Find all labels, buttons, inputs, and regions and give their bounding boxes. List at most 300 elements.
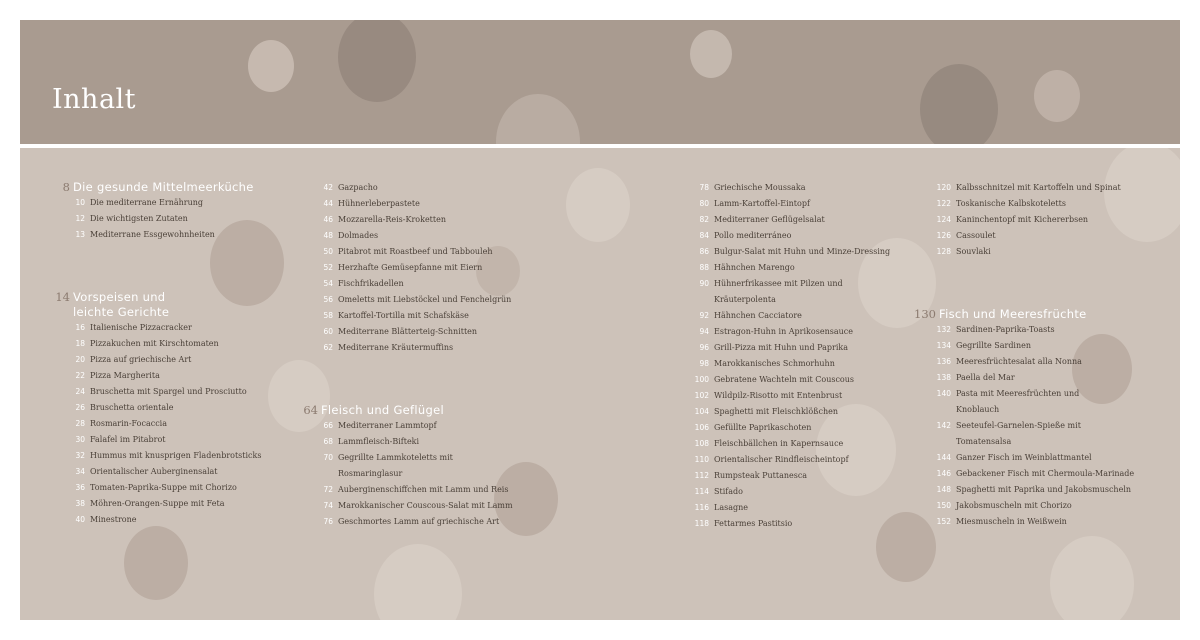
entry-title [90, 211, 188, 227]
entry-page-number: 104 [694, 407, 709, 416]
entry-title-line: Rosmarin-Focaccia [90, 419, 168, 428]
entry-title [956, 228, 996, 244]
entry-page-number: 40 [75, 515, 85, 524]
entry-title [90, 480, 237, 496]
entry-page-number: 26 [75, 403, 85, 412]
entry-title-line: Falafel im Pitabrot [90, 435, 166, 444]
entry-title [90, 227, 215, 243]
toc-entry[interactable] [268, 482, 568, 498]
toc-entry[interactable] [644, 196, 924, 212]
entry-title-line: Rosmaringlasur [338, 469, 403, 478]
toc-entry[interactable] [886, 514, 1176, 530]
toc-entry[interactable] [268, 324, 568, 340]
entry-title-line: Gefüllte Paprikaschoten [714, 423, 812, 432]
entry-page-number: 124 [936, 215, 951, 224]
entry-title [714, 516, 792, 532]
section-page-number: 14 [55, 290, 70, 304]
entry-title [714, 212, 825, 228]
entry-title-line: Mediterrane Blätterteig-Schnitten [338, 327, 478, 336]
entry-title-line: Cassoulet [956, 231, 996, 240]
entry-title-line: Bulgur-Salat mit Huhn und Minze-Dressing [714, 247, 891, 256]
entry-title-line: Lammfleisch-Bifteki [338, 437, 420, 446]
entry-title-line: Orientalischer Rindfleischeintopf [714, 455, 849, 464]
toc-column-3 [644, 180, 924, 532]
entry-title-line: Dolmades [338, 231, 379, 240]
entry-page-number: 44 [323, 199, 333, 208]
entry-page-number: 22 [75, 371, 85, 380]
entry-page-number: 120 [936, 183, 951, 192]
section-title [73, 290, 169, 320]
entry-page-number: 122 [936, 199, 951, 208]
entry-page-number: 132 [936, 325, 951, 334]
entry-title [90, 368, 160, 384]
entry-page-number: 92 [699, 311, 709, 320]
entry-title-line: Hummus mit knusprigen Fladenbrotsticks [90, 451, 262, 460]
entry-title [714, 388, 842, 404]
entry-title [956, 354, 1082, 370]
entry-title [338, 324, 477, 340]
toc-column-2 [268, 180, 568, 530]
toc-entry[interactable] [644, 340, 924, 356]
entry-title-line: Miesmuscheln in Weißwein [956, 517, 1067, 526]
toc-entry[interactable] [268, 260, 568, 276]
toc-entry[interactable] [644, 244, 924, 260]
entry-page-number: 150 [936, 501, 951, 510]
entry-title-line: Pizzakuchen mit Kirschtomaten [90, 339, 219, 348]
toc-entry[interactable] [268, 498, 568, 514]
entry-title [956, 466, 1134, 482]
entry-title-line: Kalbsschnitzel mit Kartoffeln und Spinat [956, 183, 1121, 192]
entry-page-number: 118 [694, 519, 709, 528]
entry-title-line: Möhren-Orangen-Suppe mit Feta [90, 499, 225, 508]
toc-entry[interactable] [20, 464, 310, 480]
toc-entry[interactable] [20, 384, 310, 400]
entry-page-number: 20 [75, 355, 85, 364]
entry-title [90, 448, 262, 464]
toc-entry[interactable] [886, 450, 1176, 466]
section-title-line: leichte Gerichte [73, 305, 170, 319]
toc-entry[interactable] [644, 452, 924, 468]
toc-entry[interactable] [886, 418, 1176, 450]
entry-page-number: 148 [936, 485, 951, 494]
toc-section [20, 180, 310, 243]
entry-title [338, 276, 404, 292]
toc-entry[interactable] [268, 212, 568, 228]
entry-page-number: 94 [699, 327, 709, 336]
entry-title-line: Grill-Pizza mit Huhn und Paprika [714, 343, 849, 352]
entry-page-number: 108 [694, 439, 709, 448]
toc-entry[interactable] [268, 434, 568, 450]
entry-page-number: 36 [75, 483, 85, 492]
entry-page-number: 50 [323, 247, 333, 256]
entry-title [956, 482, 1131, 498]
section-page-number: 8 [62, 180, 70, 194]
entry-title-line: Spaghetti mit Fleischklößchen [714, 407, 839, 416]
toc-section [886, 307, 1176, 530]
entry-title [956, 196, 1066, 212]
entry-title [714, 180, 805, 196]
entry-title-line: Pizza Margherita [90, 371, 160, 380]
entry-title-line: Gebratene Wachteln mit Couscous [714, 375, 855, 384]
toc-entry[interactable] [886, 498, 1176, 514]
entry-title-line: Hähnchen Marengo [714, 263, 795, 272]
entry-page-number: 18 [75, 339, 85, 348]
entry-title-line: Gebackener Fisch mit Chermoula-Marinade [956, 469, 1135, 478]
toc-entry[interactable] [20, 336, 310, 352]
toc-entry[interactable] [20, 512, 310, 528]
entry-title-line: Pasta mit Meeresfrüchten und [956, 389, 1080, 398]
toc-entry[interactable] [20, 352, 310, 368]
entry-title-line: Fleischbällchen in Kapernsauce [714, 439, 844, 448]
entry-title [338, 244, 492, 260]
entry-title-line: Knoblauch [956, 405, 1000, 414]
entry-title-line: Stifado [714, 487, 743, 496]
toc-page [20, 20, 1180, 620]
page-title: Inhalt [52, 84, 137, 115]
entry-title [714, 468, 807, 484]
entry-page-number: 16 [75, 323, 85, 332]
toc-entry[interactable] [20, 400, 310, 416]
entry-title [714, 420, 811, 436]
entry-title [714, 340, 848, 356]
toc-entry[interactable] [886, 212, 1176, 228]
section-title-line: Fleisch und Geflügel [321, 403, 444, 417]
toc-entry[interactable] [20, 368, 310, 384]
toc-entry[interactable] [886, 386, 1176, 418]
entry-page-number: 68 [323, 437, 333, 446]
entry-title-line: Rumpsteak Puttanesca [714, 471, 808, 480]
section-heading [20, 180, 310, 195]
entry-page-number: 46 [323, 215, 333, 224]
entry-page-number: 86 [699, 247, 709, 256]
entry-title-line: Wildpilz-Risotto mit Entenbrust [714, 391, 843, 400]
toc-section [644, 180, 924, 532]
toc-entry[interactable] [644, 420, 924, 436]
entry-page-number: 74 [323, 501, 333, 510]
section-title-line: Fisch und Meeresfrüchte [939, 307, 1087, 321]
entry-page-number: 102 [694, 391, 709, 400]
toc-entry[interactable] [886, 322, 1176, 338]
section-page-number: 130 [914, 307, 936, 321]
toc-entry[interactable] [644, 468, 924, 484]
section-heading [268, 403, 568, 418]
entry-page-number: 24 [75, 387, 85, 396]
entry-title [338, 196, 420, 212]
entry-page-number: 13 [75, 230, 85, 239]
entry-page-number: 82 [699, 215, 709, 224]
entry-title-line: Toskanische Kalbskoteletts [956, 199, 1066, 208]
entry-title [90, 496, 224, 512]
entry-title-line: Mediterrane Kräutermuffins [338, 343, 454, 352]
toc-entry[interactable] [644, 276, 924, 308]
toc-column-1 [20, 180, 310, 528]
entry-page-number: 116 [694, 503, 709, 512]
entry-title-line: Mediterraner Lammtopf [338, 421, 437, 430]
entry-page-number: 38 [75, 499, 85, 508]
entry-page-number: 112 [694, 471, 709, 480]
entry-page-number: 32 [75, 451, 85, 460]
entry-title-line: Mediterraner Geflügelsalat [714, 215, 825, 224]
entry-title [714, 356, 835, 372]
entry-title-line: Griechische Moussaka [714, 183, 806, 192]
entry-page-number: 146 [936, 469, 951, 478]
entry-page-number: 142 [936, 421, 951, 430]
entry-page-number: 12 [75, 214, 85, 223]
toc-entry[interactable] [644, 388, 924, 404]
section-title-line: Vorspeisen und [73, 290, 166, 304]
entry-page-number: 106 [694, 423, 709, 432]
entry-page-number: 100 [694, 375, 709, 384]
entry-title [338, 340, 453, 356]
entry-title [956, 180, 1121, 196]
entry-page-number: 110 [694, 455, 709, 464]
entry-page-number: 54 [323, 279, 333, 288]
entry-page-number: 144 [936, 453, 951, 462]
entry-title [956, 498, 1072, 514]
entry-title [956, 514, 1067, 530]
entry-title-line: Minestrone [90, 515, 137, 524]
entry-page-number: 90 [699, 279, 709, 288]
toc-entry[interactable] [886, 338, 1176, 354]
entry-title [714, 500, 748, 516]
entry-title-line: Marokkanischer Couscous-Salat mit Lamm [338, 501, 513, 510]
entry-title [714, 196, 810, 212]
section-title [939, 307, 1087, 322]
entry-title [714, 276, 843, 308]
toc-entry[interactable] [644, 436, 924, 452]
entry-title [338, 418, 437, 434]
entry-page-number: 70 [323, 453, 333, 462]
entry-title-line: Orientalischer Auberginensalat [90, 467, 218, 476]
toc-entry[interactable] [886, 466, 1176, 482]
entry-page-number: 140 [936, 389, 951, 398]
entry-title-line: Mediterrane Essgewohnheiten [90, 230, 215, 239]
toc-section [268, 403, 568, 530]
entry-title [90, 352, 191, 368]
section-page-number: 64 [303, 403, 318, 417]
entry-title-line: Fischfrikadellen [338, 279, 404, 288]
entry-title [956, 322, 1055, 338]
entry-title [90, 384, 247, 400]
entry-page-number: 34 [75, 467, 85, 476]
toc-entry[interactable] [644, 484, 924, 500]
entry-page-number: 84 [699, 231, 709, 240]
toc-entry[interactable] [886, 354, 1176, 370]
toc-entry[interactable] [268, 514, 568, 530]
entry-title-line: Bruschetta orientale [90, 403, 174, 412]
entry-page-number: 138 [936, 373, 951, 382]
section-title [73, 180, 254, 195]
entry-title [90, 432, 166, 448]
toc-entry[interactable] [644, 324, 924, 340]
entry-title-line: Hühnerleberpastete [338, 199, 420, 208]
section-title-line: Die gesunde Mittelmeerküche [73, 180, 254, 194]
entry-title-line: Pollo mediterráneo [714, 231, 792, 240]
entry-title [714, 404, 838, 420]
entry-title-line: Die mediterrane Ernährung [90, 198, 204, 207]
toc-entry[interactable] [644, 356, 924, 372]
entry-title [90, 336, 219, 352]
toc-entry[interactable] [644, 228, 924, 244]
entry-page-number: 128 [936, 247, 951, 256]
entry-title [714, 260, 795, 276]
toc-entry[interactable] [268, 276, 568, 292]
entry-page-number: 66 [323, 421, 333, 430]
toc-entry[interactable] [886, 370, 1176, 386]
toc-entry[interactable] [644, 372, 924, 388]
entry-page-number: 96 [699, 343, 709, 352]
entry-title-line: Estragon-Huhn in Aprikosensauce [714, 327, 853, 336]
entry-title [714, 452, 849, 468]
toc-entry[interactable] [886, 244, 1176, 260]
entry-title-line: Jakobsmuscheln mit Chorizo [956, 501, 1072, 510]
entry-title [714, 228, 791, 244]
toc-entry[interactable] [886, 228, 1176, 244]
entry-title-line: Hühnerfrikassee mit Pilzen und [714, 279, 843, 288]
toc-entry[interactable] [268, 196, 568, 212]
entry-title [338, 514, 499, 530]
entry-title [338, 228, 378, 244]
entry-title [90, 416, 167, 432]
entry-title-line: Spaghetti mit Paprika und Jakobsmuscheln [956, 485, 1132, 494]
toc-entry[interactable] [268, 180, 568, 196]
toc-entry[interactable] [886, 482, 1176, 498]
entry-title-line: Die wichtigsten Zutaten [90, 214, 188, 223]
entry-page-number: 10 [75, 198, 85, 207]
toc-entry[interactable] [268, 308, 568, 324]
entry-title [90, 400, 173, 416]
entry-title-line: Fettarmes Pastitsio [714, 519, 793, 528]
toc-entry[interactable] [644, 260, 924, 276]
entry-title [956, 418, 1081, 450]
toc-entry[interactable] [268, 244, 568, 260]
toc-entry[interactable] [268, 450, 568, 482]
entry-title [714, 308, 802, 324]
entry-title [956, 450, 1092, 466]
entry-title-line: Paella del Mar [956, 373, 1015, 382]
entry-page-number: 48 [323, 231, 333, 240]
toc-entry[interactable] [20, 195, 310, 211]
toc-entry[interactable] [20, 480, 310, 496]
entry-page-number: 58 [323, 311, 333, 320]
entry-title [90, 320, 192, 336]
entry-title [956, 370, 1015, 386]
entry-page-number: 88 [699, 263, 709, 272]
toc-entry[interactable] [20, 227, 310, 243]
entry-page-number: 136 [936, 357, 951, 366]
entry-title-line: Lasagne [714, 503, 748, 512]
entry-title [338, 434, 419, 450]
section-title [321, 403, 444, 418]
entry-title-line: Omeletts mit Liebstöckel und Fenchelgrün [338, 295, 512, 304]
entry-title-line: Pizza auf griechische Art [90, 355, 192, 364]
toc-entry[interactable] [20, 432, 310, 448]
entry-title [90, 512, 136, 528]
toc-entry[interactable] [886, 196, 1176, 212]
entry-title [90, 464, 218, 480]
entry-title-line: Herzhafte Gemüsepfanne mit Eiern [338, 263, 483, 272]
entry-title-line: Tomatensalsa [956, 437, 1012, 446]
entry-page-number: 52 [323, 263, 333, 272]
toc-entry[interactable] [644, 180, 924, 196]
entry-title-line: Pitabrot mit Roastbeef und Tabbouleh [338, 247, 493, 256]
entry-page-number: 114 [694, 487, 709, 496]
entry-page-number: 42 [323, 183, 333, 192]
toc-entry[interactable] [644, 500, 924, 516]
entry-title-line: Marokkanisches Schmorhuhn [714, 359, 835, 368]
entry-title-line: Mozzarella-Reis-Kroketten [338, 215, 446, 224]
entry-title-line: Gegrillte Sardinen [956, 341, 1032, 350]
entry-page-number: 28 [75, 419, 85, 428]
entry-title [338, 260, 482, 276]
entry-title [338, 482, 508, 498]
toc-entry[interactable] [20, 448, 310, 464]
entry-title [714, 244, 890, 260]
entry-title-line: Kartoffel-Tortilla mit Schafskäse [338, 311, 469, 320]
entry-page-number: 126 [936, 231, 951, 240]
entry-title [956, 386, 1079, 418]
toc-entry[interactable] [20, 496, 310, 512]
entry-title-line: Gazpacho [338, 183, 378, 192]
entry-page-number: 60 [323, 327, 333, 336]
entry-page-number: 62 [323, 343, 333, 352]
entry-title-line: Auberginenschiffchen mit Lamm und Reis [338, 485, 509, 494]
entry-title [714, 484, 743, 500]
entry-title [956, 244, 991, 260]
entry-page-number: 72 [323, 485, 333, 494]
toc-entry[interactable] [644, 212, 924, 228]
entry-title [338, 180, 378, 196]
toc-entry[interactable] [268, 292, 568, 308]
entry-title-line: Seeteufel-Garnelen-Spieße mit [956, 421, 1081, 430]
entry-title-line: Lamm-Kartoffel-Eintopf [714, 199, 810, 208]
toc-body [20, 148, 1180, 620]
entry-title [714, 324, 853, 340]
entry-title [338, 450, 453, 482]
toc-entry[interactable] [644, 404, 924, 420]
entry-title-line: Ganzer Fisch im Weinblattmantel [956, 453, 1092, 462]
entry-title-line: Geschmortes Lamm auf griechische Art [338, 517, 500, 526]
entry-title-line: Souvlaki [956, 247, 991, 256]
entry-title [90, 195, 203, 211]
entry-title [338, 292, 511, 308]
entry-title-line: Italienische Pizzacracker [90, 323, 192, 332]
entry-title-line: Kaninchentopf mit Kichererbsen [956, 215, 1089, 224]
toc-entry[interactable] [268, 228, 568, 244]
toc-entry[interactable] [268, 340, 568, 356]
entry-title [714, 372, 854, 388]
toc-section [886, 180, 1176, 260]
toc-entry[interactable] [20, 416, 310, 432]
entry-title-line: Kräuterpolenta [714, 295, 776, 304]
entry-title-line: Gegrillte Lammkoteletts mit [338, 453, 453, 462]
entry-page-number: 56 [323, 295, 333, 304]
toc-entry[interactable] [268, 418, 568, 434]
toc-entry[interactable] [20, 320, 310, 336]
header-banner [20, 20, 1180, 144]
toc-entry[interactable] [886, 180, 1176, 196]
toc-entry[interactable] [644, 516, 924, 532]
toc-entry[interactable] [644, 308, 924, 324]
entry-title-line: Tomaten-Paprika-Suppe mit Chorizo [90, 483, 237, 492]
entry-title-line: Meeresfrüchtesalat alla Nonna [956, 357, 1082, 366]
entry-title [338, 212, 446, 228]
entry-page-number: 152 [936, 517, 951, 526]
toc-entry[interactable] [20, 211, 310, 227]
entry-title [956, 338, 1031, 354]
entry-title-line: Hähnchen Cacciatore [714, 311, 802, 320]
entry-title [956, 212, 1088, 228]
